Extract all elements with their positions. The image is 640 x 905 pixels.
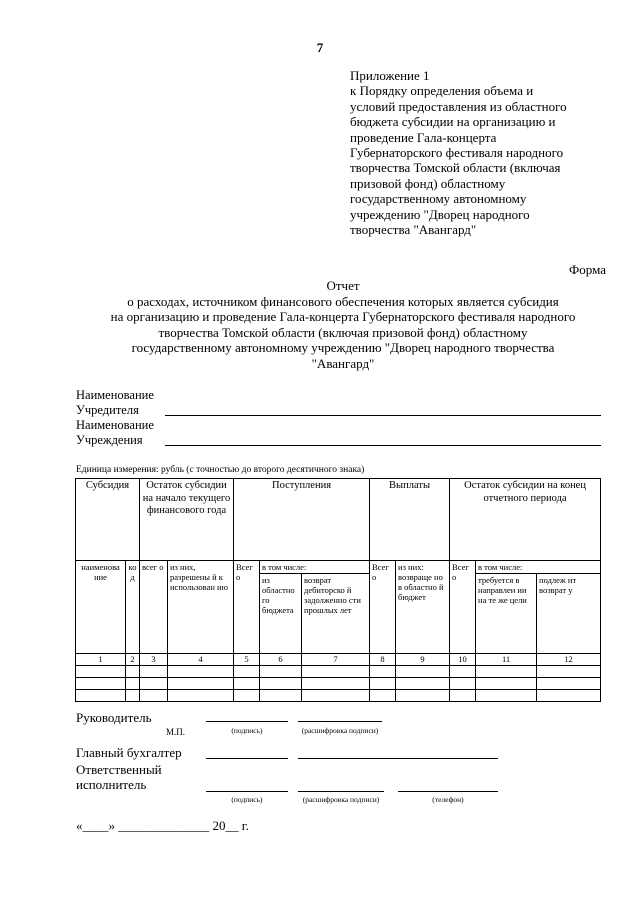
table-row [76, 666, 601, 678]
sub-returned: из них: возвраще но в областно й бюджет [396, 561, 450, 654]
responsible-label [76, 762, 162, 792]
table-cell[interactable] [450, 690, 476, 702]
sub-total-2: Всег о [234, 561, 260, 654]
header-balance-start: Остаток субсидии на начало текущего финансового года [140, 479, 234, 561]
table-cell[interactable] [234, 666, 260, 678]
founder-label-line2: Учредителя [76, 403, 139, 417]
sub-to-return: подлеж ит возврат у [537, 574, 601, 654]
appendix-line: Губернаторского фестиваля народного [350, 145, 564, 161]
responsible-phone-line[interactable] [398, 791, 498, 792]
table-cell[interactable] [302, 690, 370, 702]
table-cell[interactable] [76, 666, 126, 678]
table-cell[interactable] [76, 678, 126, 690]
responsible-signature-line[interactable] [206, 791, 288, 792]
responsible-decoding-line[interactable] [298, 791, 384, 792]
table-cell[interactable] [476, 690, 537, 702]
table-cell[interactable] [537, 678, 601, 690]
appendix-line: призовой фонд) областному [350, 175, 506, 191]
caption-signature: (подпись) [231, 795, 263, 804]
table-cell[interactable] [140, 678, 168, 690]
table-cell[interactable] [370, 678, 396, 690]
col-number: 8 [370, 654, 396, 666]
appendix-line: учреждению "Дворец народного [350, 206, 530, 222]
table-cell[interactable] [168, 666, 234, 678]
head-signature-line[interactable] [206, 721, 288, 722]
caption-decoding: (расшифровка подписи) [301, 726, 379, 735]
table-cell[interactable] [260, 678, 302, 690]
sub-incl-2: в том числе: [260, 561, 370, 574]
table-cell[interactable] [396, 666, 450, 678]
stamp-place: М.П. [166, 727, 186, 737]
appendix-line: государственному автономному [350, 191, 527, 207]
founder-label [76, 388, 154, 418]
table-row [76, 690, 601, 702]
sub-name: наименова ние [76, 561, 126, 654]
table-cell[interactable] [126, 678, 140, 690]
appendix-line: бюджета субсидии на организацию и [350, 114, 556, 130]
table-number-row [76, 654, 601, 666]
report-title [70, 278, 616, 372]
table-cell[interactable] [302, 678, 370, 690]
header-balance-end: Остаток субсидии на конец отчетного периода [450, 479, 601, 561]
sub-code: ко д [126, 561, 140, 654]
accountant-decoding-line[interactable] [298, 758, 498, 759]
table-cell[interactable] [168, 678, 234, 690]
table-cell[interactable] [140, 690, 168, 702]
title-line: государственному автономному учреждению "Дворец народного творчества [131, 340, 555, 356]
col-number: 1 [76, 654, 126, 666]
appendix-line: творчества Томской области (включая [350, 160, 561, 176]
appendix-line: творчества "Авангард" [350, 222, 477, 238]
chief-accountant-label: Главный бухгалтер [76, 745, 182, 760]
sub-needed: требуется в направлен ии на те же цели [476, 574, 537, 654]
table-header-row [76, 479, 601, 561]
sub-total-3: Всег о [370, 561, 396, 654]
table-cell[interactable] [76, 690, 126, 702]
sub-incl-4: в том числе: [476, 561, 601, 574]
table-cell[interactable] [140, 666, 168, 678]
title-line: о расходах, источником финансового обеспечения которых является субсидия [127, 293, 559, 309]
table-subheader-row [76, 561, 601, 574]
accountant-signature-line[interactable] [206, 758, 288, 759]
header-payments: Выплаты [370, 479, 450, 561]
table-cell[interactable] [168, 690, 234, 702]
col-number: 12 [537, 654, 601, 666]
head-decoding-line[interactable] [298, 721, 382, 722]
table-cell[interactable] [396, 690, 450, 702]
col-number: 10 [450, 654, 476, 666]
table-cell[interactable] [476, 666, 537, 678]
appendix-line: Приложение 1 [350, 68, 430, 83]
table-cell[interactable] [126, 666, 140, 678]
table-cell[interactable] [260, 690, 302, 702]
col-number: 11 [476, 654, 537, 666]
table-cell[interactable] [234, 690, 260, 702]
founder-label-line1: Наименование [76, 388, 154, 402]
founder-field[interactable] [165, 415, 601, 416]
appendix-line: к Порядку определения объема и [350, 83, 534, 99]
sub-from-budget: из областно го бюджета [260, 574, 302, 654]
table-cell[interactable] [450, 666, 476, 678]
table-row [76, 678, 601, 690]
col-number: 3 [140, 654, 168, 666]
appendix-line: условий предоставления из областного [350, 98, 567, 114]
head-label: Руководитель [76, 710, 152, 725]
sub-total-1: всег о [140, 561, 168, 654]
table-cell[interactable] [450, 678, 476, 690]
table-cell[interactable] [260, 666, 302, 678]
table-cell[interactable] [126, 690, 140, 702]
caption-decoding: (расшифровка подписи) [302, 795, 380, 804]
date-field[interactable]: «____» ______________ 20__ г. [76, 818, 249, 833]
table-cell[interactable] [370, 666, 396, 678]
institution-label-line2: Учреждения [76, 433, 143, 447]
table-cell[interactable] [537, 666, 601, 678]
title-line: на организацию и проведение Гала-концерта Губернаторского фестиваля народного [110, 309, 576, 325]
header-receipts: Поступления [234, 479, 370, 561]
sub-total-4: Всег о [450, 561, 476, 654]
col-number: 4 [168, 654, 234, 666]
table-cell[interactable] [396, 678, 450, 690]
col-number: 5 [234, 654, 260, 666]
table-cell[interactable] [537, 690, 601, 702]
col-number: 9 [396, 654, 450, 666]
responsible-label-line1: Ответственный [76, 762, 162, 777]
col-number: 6 [260, 654, 302, 666]
table-cell[interactable] [476, 678, 537, 690]
table-cell[interactable] [234, 678, 260, 690]
sub-return-debt: возврат дебиторско й задолженно сти прошлых лет [302, 574, 370, 654]
report-table [75, 478, 601, 702]
appendix-line: проведение Гала-концерта [350, 129, 497, 145]
col-number: 7 [302, 654, 370, 666]
form-label: Форма [569, 262, 606, 277]
unit-of-measure: Единица измерения: рубль (с точностью до второго десятичного знака) [76, 465, 365, 475]
title-line: Отчет [326, 278, 360, 293]
table-cell[interactable] [370, 690, 396, 702]
header-subsidy: Субсидия [76, 479, 140, 561]
institution-label-line1: Наименование [76, 418, 154, 432]
responsible-label-line2: исполнитель [76, 777, 147, 792]
institution-label [76, 418, 154, 448]
title-line: "Авангард" [311, 355, 375, 371]
institution-field[interactable] [165, 445, 601, 446]
page-number: 7 [316, 40, 324, 55]
appendix-note [350, 68, 610, 237]
sub-allowed: из них, разрешены й к использован ию [168, 561, 234, 654]
caption-phone: (телефон) [432, 795, 464, 804]
title-line: творчества Томской области (включая призовой фонд) областному [158, 324, 528, 340]
col-number: 2 [126, 654, 140, 666]
table-cell[interactable] [302, 666, 370, 678]
caption-signature: (подпись) [231, 726, 263, 735]
